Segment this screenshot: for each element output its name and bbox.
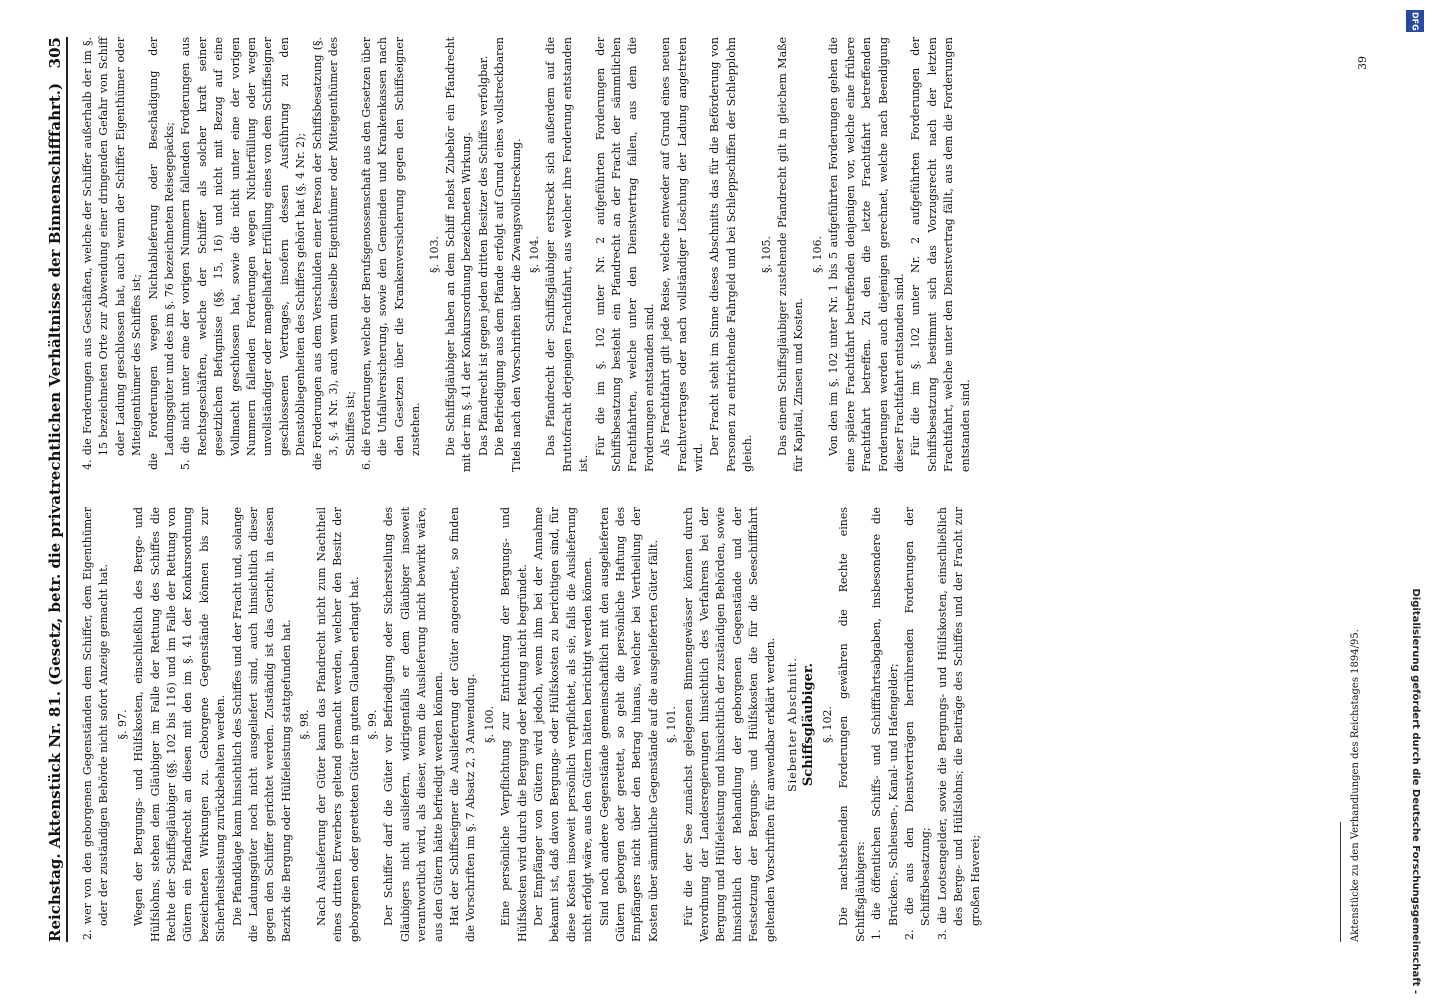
paragraph: Die nachstehenden Forderungen gewähren die Rechte eines Schiffsgläubigers: — [837, 507, 867, 942]
list-item: 3. die Lootsengelder, sowie die Bergungs- und Hülfskosten, einschließlich des Berge- und Hülfslohns; die Beiträge des Schiffes und der Fracht zur großen Haverei; — [935, 507, 982, 940]
right-column — [80, 37, 974, 472]
signature-mark: 39 — [1356, 56, 1369, 70]
paragraph: Nach Auslieferung der Güter kann das Pfandrecht nicht zum Nachtheil eines dritten Erwerbers geltend gemacht werden, welcher den Besitz der geborgenen oder geretteten Güter in gutem Glauben erlangt hat. — [314, 507, 361, 942]
paragraph: Die Befriedigung aus dem Pfande erfolgt auf Grund eines vollstreckbaren Titels nach den Vorschriften über die Zwangsvollstreckung. — [493, 37, 523, 472]
paragraph: Sind noch andere Gegenstände gemeinschaftlich mit den ausgelieferten Gütern geborgen oder gerettet, so geht die persönliche Haftung des Empfängers nicht über den Betrag hinaus, welcher bei Vertheilung der Kosten über sämmtliche Gegenstände auf die ausgelieferten Güter fällt. — [597, 507, 660, 942]
paragraph: Das Pfandrecht ist gegen jeden dritten Besitzer des Schiffes verfolgbar. — [476, 55, 490, 456]
page-number: 305 — [46, 37, 64, 69]
list-item: 4. die Forderungen aus Geschäften, welche der Schiffer außerhalb der im §. 15 bezeichneten Orte zur Abwendung einer dringenden Gefahr von Schiff oder Ladung geschlossen hat, auch wenn der Schiffer Eigenthümer oder Miteigenthümer des Schiffes ist; — [81, 37, 144, 470]
dfg-strip — [1402, 6, 1428, 994]
list-item: 1. die öffentlichen Schiffs- und Schifffahrtsabgaben, insbesondere die Brücken-, Schleusen-, Kanal- und Hafengelder; — [870, 507, 900, 940]
footnote: Aktenstücke zu den Verhandlungen des Reichstages 1894/95. — [1350, 629, 1361, 942]
section-number: §. 103. — [427, 236, 441, 273]
dfg-notice: Digitalisierung gefördert durch die Deutsche Forschungsgemeinschaft - — [1410, 588, 1421, 994]
list-item: 6. die Forderungen, welche der Berufsgenossenschaft aus den Gesetzen über die Unfallversicherung, sowie den Gemeinden und Krankenkassen nach den Gesetzen über die Krankenversicherung gegen den Schiffseigner zustehen. — [359, 37, 423, 470]
paragraph: Als Frachtfahrt gilt jede Reise, welche entweder auf Grund eines neuen Frachtvertrages oder nach vollständiger Löschung der Ladung angetreten wird. — [659, 37, 706, 472]
section-number: §. 104. — [527, 236, 541, 273]
paragraph: Für die im §. 102 unter Nr. 2 aufgeführten Forderungen der Schiffsbesatzung bestimmt sich das Vorzugsrecht nach der letzten Frachtfahrt, welche unter den Dienstvertrag fällt, aus dem die Forderungen entstanden sind. — [909, 37, 972, 472]
paragraph: Das einem Schiffsgläubiger zustehende Pfandrecht gilt in gleichem Maße für Kapital, Zinsen und Kosten. — [776, 37, 806, 472]
section-number: §. 105. — [759, 236, 773, 273]
header-rule — [66, 37, 68, 942]
paragraph: Der Empfänger von Gütern wird jedoch, wenn ihm bei der Annahme bekannt ist, daß davon Bergungs- oder Hülfskosten zu berichtigen sind, für diese Kosten insoweit persönlich verpflichtet, als sie, falls die Auslieferung nicht erfolgt wäre, aus den Gütern hätten berichtigt werden können. — [531, 507, 595, 942]
section-number: §. 100. — [482, 706, 496, 743]
list-item: 2. wer von den geborgenen Gegenständen dem Schiffer, dem Eigenthümer oder der zuständigen Behörde nicht sofort Anzeige gemacht hat. — [81, 507, 111, 940]
section-number: §. 106. — [810, 236, 824, 273]
paragraph: Eine persönliche Verpflichtung zur Entrichtung der Bergungs- und Hülfskosten wird durch die Bergung oder Rettung nicht begründet. — [499, 507, 529, 942]
dfg-logo-icon: DFG — [1406, 10, 1424, 32]
page-header — [30, 37, 64, 942]
section-number: §. 102. — [820, 706, 834, 743]
paragraph: Der Fracht steht im Sinne dieses Abschnitts das für die Beförderung von Personen zu entrichtende Fahrgeld und bei Schleppschiffen der Schlepplohn gleich. — [708, 37, 755, 472]
left-column — [80, 507, 984, 942]
footnote-rule — [1340, 822, 1341, 942]
list-item: die Forderungen wegen Nichtablieferung oder Beschädigung der Ladungsgüter und des im §. 76 bezeichneten Reisegepäcks; — [146, 37, 177, 470]
list-item: 5. die nicht unter eine der vorigen Nummern fallenden Forderungen aus Rechtsgeschäften, welche der Schiffer als solcher kraft seiner gesetzlichen Befugnisse (§§. 15, 16) und nicht mit Bezug auf eine Vollmacht geschlossen hat, sowie die nicht unter eine der vorigen Nummern fallenden Forderungen wegen Nichterfüllung oder wegen unvollständiger oder mangelhafter Erfüllung eines von dem Schiffseigner geschlossenen Vertrages, insofern dessen Ausführung zu den Dienstobliegenheiten des Schiffers gehört hat (§. 4 Nr. 2); — [179, 37, 308, 470]
paragraph: Wegen der Bergungs- und Hülfskosten, einschließlich des Berge- und Hülfslohns, stehen dem Gläubiger im Falle der Rettung des Schiffes die Rechte der Schiffsgläubiger (§§. 102 bis 116) und im Falle der Rettung von Gütern ein Pfandrecht an diesen mit den im §. 41 der Konkursordnung bezeichneten Wirkungen zu. Geborgene Gegenstände können bis zur Sicherheitsleistung zurückbehalten werden. — [132, 507, 228, 942]
paragraph: Die Pfandklage kann hinsichtlich des Schiffes und der Fracht und, solange die Ladungsgüter noch nicht ausgeliefert sind, auch hinsichtlich dieser gegen den Schiffer gerichtet werden. Zuständig ist das Gericht, in dessen Bezirk die Bergung oder Hülfeleistung stattgefunden hat. — [230, 507, 293, 942]
section-number: §. 97. — [115, 709, 129, 740]
list-item: 2. die aus den Dienstverträgen herrührenden Forderungen der Schiffsbesatzung; — [902, 507, 933, 940]
chapter-title: Schiffsgläubiger. — [801, 662, 817, 787]
section-number: §. 98. — [298, 709, 312, 740]
paragraph: Die Schiffsgläubiger haben an dem Schiff nebst Zubehör ein Pfandrecht mit der im §. 41 der Konkursordnung bezeichneten Wirkung. — [443, 37, 474, 472]
paragraph: Das Pfandrecht der Schiffsgläubiger erstreckt sich außerdem auf die Bruttofracht derjenigen Frachtfahrt, aus welcher ihre Forderung entstanden ist. — [544, 37, 591, 472]
list-item: die Forderungen aus dem Verschulden einer Person der Schiffsbesatzung (§. 3, §. 4 Nr. 3), auch wenn dieselbe Eigenthümer oder Miteigenthümer des Schiffes ist; — [310, 37, 357, 470]
chapter-heading: Siebenter Abschnitt. — [786, 657, 800, 792]
section-number: §. 101. — [665, 706, 679, 743]
section-number: §. 99. — [365, 709, 379, 740]
paragraph: Der Schiffer darf die Güter vor Befriedigung oder Sicherstellung des Gläubigers nicht ausliefern, widrigenfalls er dem Gläubiger insoweit verantwortlich wird, als dieser, wenn die Auslieferung nicht bewirkt wäre, aus den Gütern hätte befriedigt werden können. — [382, 507, 445, 942]
paragraph: Für die im §. 102 unter Nr. 2 aufgeführten Forderungen der Schiffsbesatzung besteht ein Pfandrecht an der Fracht der sämmtlichen Frachtfahrten, welche unter den Dienstvertrag fallen, aus dem die Forderungen entstanden sind. — [593, 37, 656, 472]
paragraph: Hat der Schiffseigner die Auslieferung der Güter angeordnet, so finden die Vorschriften im §. 7 Absatz 2, 3 Anwendung. — [447, 507, 478, 942]
paragraph: Für die der See zunächst gelegenen Binnengewässer können durch Verordnung der Landesregierungen hinsichtlich des Verfahrens bei der Bergung und Hülfeleistung und hinsichtlich der zuständigen Behörden, sowie hinsichtlich der Behandlung der geborgenen Gegenstände und der Festsetzung der Bergungs- und Hülfskosten die für die Seeschifffahrt geltenden Vorschriften für anwendbar erklärt werden. — [681, 507, 777, 942]
running-head: Reichstag. Aktenstück Nr. 81. (Gesetz, betr. die privatrechtlichen Verhältnisse der Binnenschifffahrt.) — [46, 82, 64, 942]
paragraph: Von den im §. 102 unter Nr. 1 bis 5 aufgeführten Forderungen gehen die eine spätere Frachtfahrt betreffenden denjenigen vor, welche eine frühere Frachtfahrt betreffen. Zu den die letzte Frachtfahrt betreffenden Forderungen werden auch diejenigen gerechnet, welche nach Beendigung dieser Frachtfahrt entstanden sind. — [827, 37, 906, 472]
